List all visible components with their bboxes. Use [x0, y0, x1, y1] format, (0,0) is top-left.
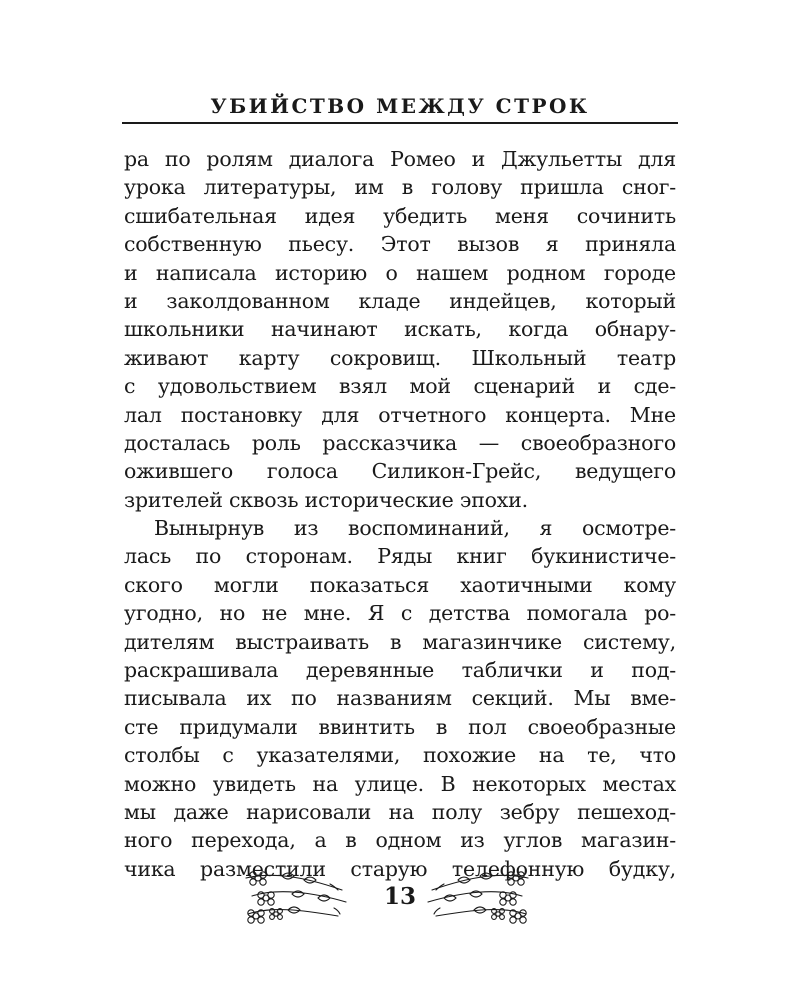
text-line: живают карту сокровищ. Школьный театр: [124, 345, 676, 370]
text-line: ского могли показаться хаотичными кому: [124, 572, 676, 597]
body-text: [124, 145, 676, 883]
text-line: дителям выстраивать в магазинчике систему,: [124, 629, 676, 654]
text-line: можно увидеть на улице. В некоторых местах: [124, 771, 676, 796]
text-line: сшибательная идея убедить меня сочинить: [124, 203, 676, 228]
text-line: ного перехода, а в одном из углов магазин-: [124, 828, 676, 853]
text-line: угодно, но не мне. Я с детства помогала ро-: [124, 601, 676, 626]
header-rule: [122, 122, 678, 124]
text-line: лал постановку для отчетного концерта. Мне: [124, 402, 676, 427]
text-line: урока литературы, им в голову пришла сног-: [124, 175, 676, 200]
text-line: чика разместили старую телефонную будку,: [124, 856, 676, 881]
text-line: с удовольствием взял мой сценарий и сде-: [124, 374, 676, 399]
text-line: досталась роль рассказчика — своеобразного: [124, 430, 676, 455]
text-line: собственную пьесу. Этот вызов я приняла: [124, 232, 676, 257]
text-line: раскрашивала деревянные таблички и под-: [124, 658, 676, 683]
text-line: ра по ролям диалога Ромео и Джульетты для: [124, 147, 676, 171]
text-line: школьники начинают искать, когда обнару-: [124, 317, 676, 342]
text-line: писывала их по названиям секций. Мы вме-: [124, 686, 676, 711]
page-number: 13: [383, 883, 416, 910]
text-line: Вынырнув из воспоминаний, я осмотре-: [154, 516, 676, 541]
text-line: столбы с указателями, похожие на те, что: [124, 743, 676, 768]
text-line: сте придумали ввинтить в пол своеобразные: [124, 714, 676, 739]
text-line: ожившего голоса Силикон-Грейс, ведущего: [124, 459, 676, 484]
text-line: зрителей сквозь исторические эпохи.: [124, 487, 528, 512]
text-line: и заколдованном кладе индейцев, который: [124, 288, 676, 313]
text-line: лась по сторонам. Ряды книг букинистиче-: [124, 544, 676, 569]
running-head: УБИЙСТВО МЕЖДУ СТРОК: [210, 94, 590, 118]
text-line: и написала историю о нашем родном городе: [124, 260, 676, 285]
floral-ornament-right-icon: [420, 866, 532, 928]
text-line: мы даже нарисовали на полу зебру пешеход-: [124, 799, 676, 824]
